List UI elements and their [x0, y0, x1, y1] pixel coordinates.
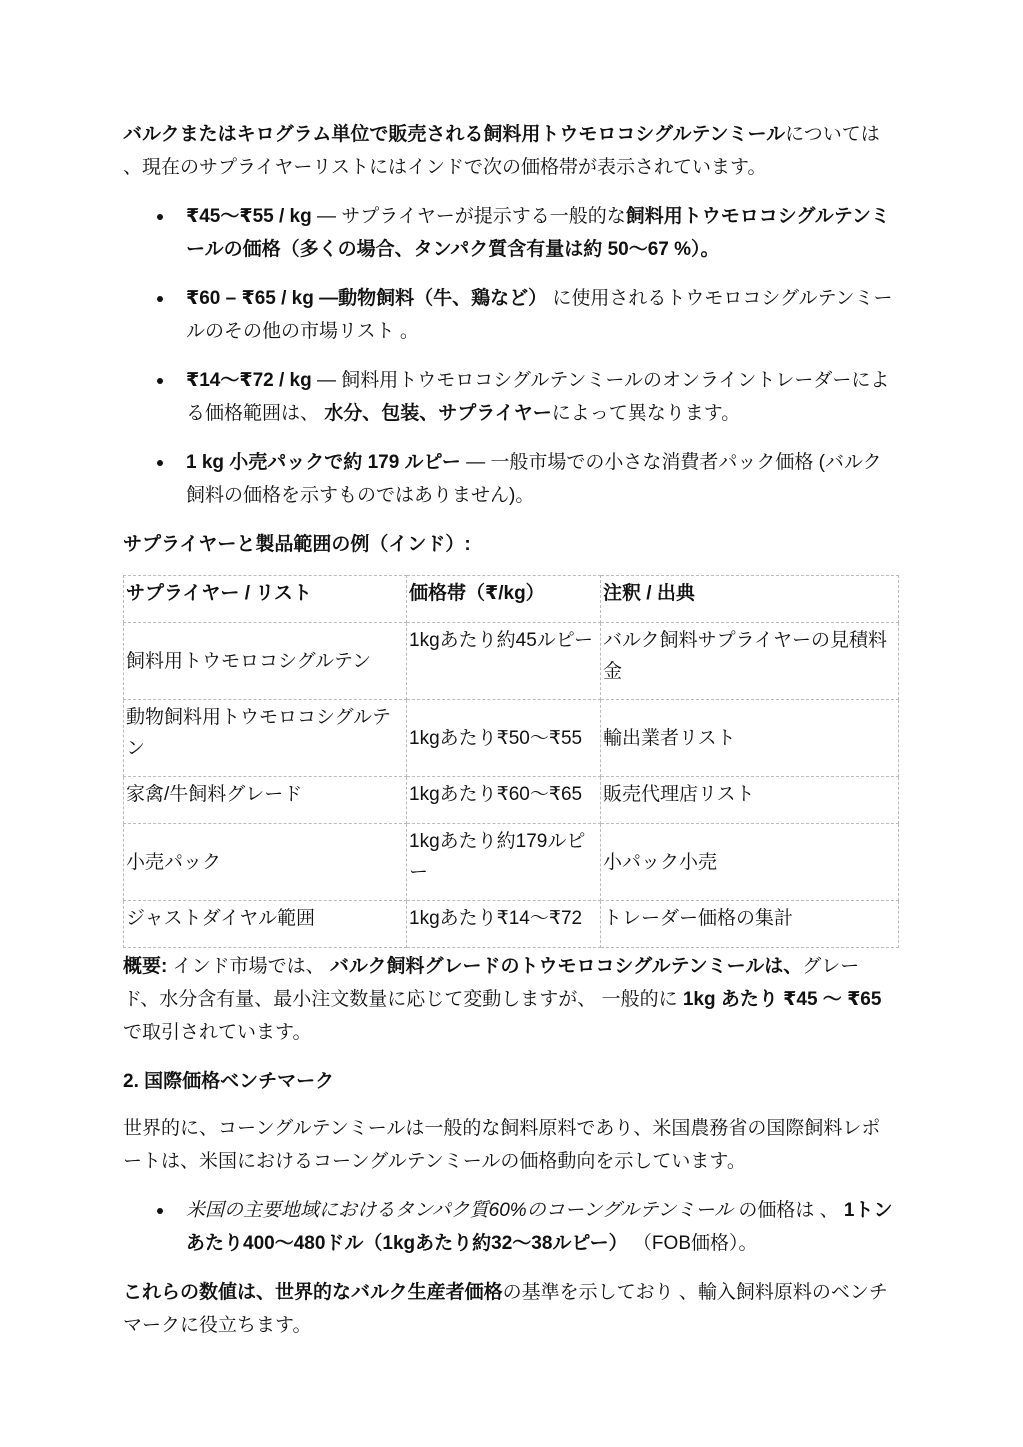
cell-supplier: 家禽/牛飼料グレード — [124, 777, 407, 824]
summary-label: 概要: — [123, 956, 168, 977]
india-price-list — [123, 200, 895, 512]
item-text: — 一般市場での小さな消費者パック価格 (バルク飼料の価格を示すものではありません)。 — [186, 452, 882, 506]
price-range: ₹45〜₹55 / kg — [186, 206, 312, 227]
summary-text: グレード、水分含有量、最小注文数量に応じて変動しますが、 一般的に — [123, 956, 860, 1010]
price-range: 1 kg 小売パックで約 179 ルピー — [186, 452, 461, 473]
table-row — [124, 623, 899, 700]
closing-paragraph — [123, 1276, 895, 1342]
table-row — [124, 901, 899, 948]
intro-text: については 、現在のサプライヤーリストにはインドで次の価格帯が表示されています。 — [123, 124, 880, 178]
cell-notes: バルク飼料サプライヤーの見積料金 — [601, 623, 899, 700]
cell-price: 1kgあたり約45ルピー — [407, 623, 601, 700]
list-item — [186, 1194, 895, 1260]
closing-text: の基準を示しており 、輸入飼料原料のベンチマークに役立ちます。 — [123, 1282, 888, 1336]
cell-notes: トレーダー価格の集計 — [601, 901, 899, 948]
section-title: 2. 国際価格ベンチマーク — [123, 1071, 335, 1092]
summary-price: 1kg あたり ₹45 〜 ₹65 — [682, 989, 882, 1010]
header-price: 価格帯（₹/kg） — [407, 576, 601, 623]
summary-text: インド市場では、 — [167, 956, 330, 977]
section-paragraph: 世界的に、コーングルテンミールは一般的な飼料原料であり、米国農務省の国際飼料レポートは、米国におけるコーングルテンミールの価格動向を示しています。 — [123, 1118, 881, 1172]
cell-supplier: 動物飼料用トウモロコシグルテン — [124, 700, 407, 777]
list-item — [186, 446, 895, 512]
item-text: （FOB価格）。 — [627, 1233, 758, 1254]
list-item — [186, 364, 895, 430]
table-row — [124, 824, 899, 901]
table-header-row — [124, 576, 899, 623]
document-page — [123, 118, 895, 1358]
intro-bold: バルクまたはキログラム単位で販売される飼料用トウモロコシグルテンミール — [123, 124, 786, 145]
price-range: ₹14〜₹72 / kg — [186, 370, 312, 391]
table-row — [124, 777, 899, 824]
item-text: — 飼料用トウモロコシグルテンミールのオンライントレーダーによる価格範囲は、 — [186, 370, 890, 424]
intro-paragraph — [123, 118, 895, 184]
item-bold: 飼料用トウモロコシグルテンミールの価格（多くの場合、タンパク質含有量は約 50〜67 %）。 — [186, 206, 890, 260]
summary-text: で取引されています。 — [123, 1022, 312, 1043]
cell-supplier: 小売パック — [124, 824, 407, 901]
summary-bold: バルク飼料グレードのトウモロコシグルテンミールは、 — [329, 956, 803, 977]
cell-supplier: ジャストダイヤル範囲 — [124, 901, 407, 948]
international-price-list — [123, 1194, 895, 1260]
item-text: の価格は 、 — [733, 1200, 844, 1221]
summary-paragraph — [123, 950, 895, 1049]
cell-notes: 小パック小売 — [601, 824, 899, 901]
item-italic: 米国の主要地域におけるタンパク質60%のコーングルテンミール — [186, 1200, 734, 1221]
table-row — [124, 700, 899, 777]
table-heading: サプライヤーと製品範囲の例（インド）: — [123, 534, 471, 555]
cell-price: 1kgあたり₹14〜₹72 — [407, 901, 601, 948]
header-supplier: サプライヤー / リスト — [124, 576, 407, 623]
price-range: ₹60 – ₹65 / kg —動物飼料（牛、鶏など） — [186, 288, 548, 309]
cell-notes: 販売代理店リスト — [601, 777, 899, 824]
cell-price: 1kgあたり₹50〜₹55 — [407, 700, 601, 777]
list-item — [186, 200, 895, 266]
supplier-table — [123, 575, 899, 948]
header-notes: 注釈 / 出典 — [601, 576, 899, 623]
cell-price: 1kgあたり約179ルピー — [407, 824, 601, 901]
cell-supplier: 飼料用トウモロコシグルテン — [124, 623, 407, 700]
item-text: — サプライヤーが提示する一般的な — [311, 206, 626, 227]
list-item — [186, 282, 895, 348]
item-text: に使用されるトウモロコシグルテンミールのその他の市場リスト 。 — [186, 288, 893, 342]
item-text: によって異なります。 — [551, 403, 741, 424]
closing-bold: これらの数値は、世界的なバルク生産者価格 — [123, 1282, 503, 1303]
price-range: 1トンあたり400〜480ドル（1kgあたり約32〜38ルピー） — [186, 1200, 893, 1254]
item-bold: 水分、包装、サプライヤー — [324, 403, 552, 424]
cell-notes: 輸出業者リスト — [601, 700, 899, 777]
cell-price: 1kgあたり₹60〜₹65 — [407, 777, 601, 824]
